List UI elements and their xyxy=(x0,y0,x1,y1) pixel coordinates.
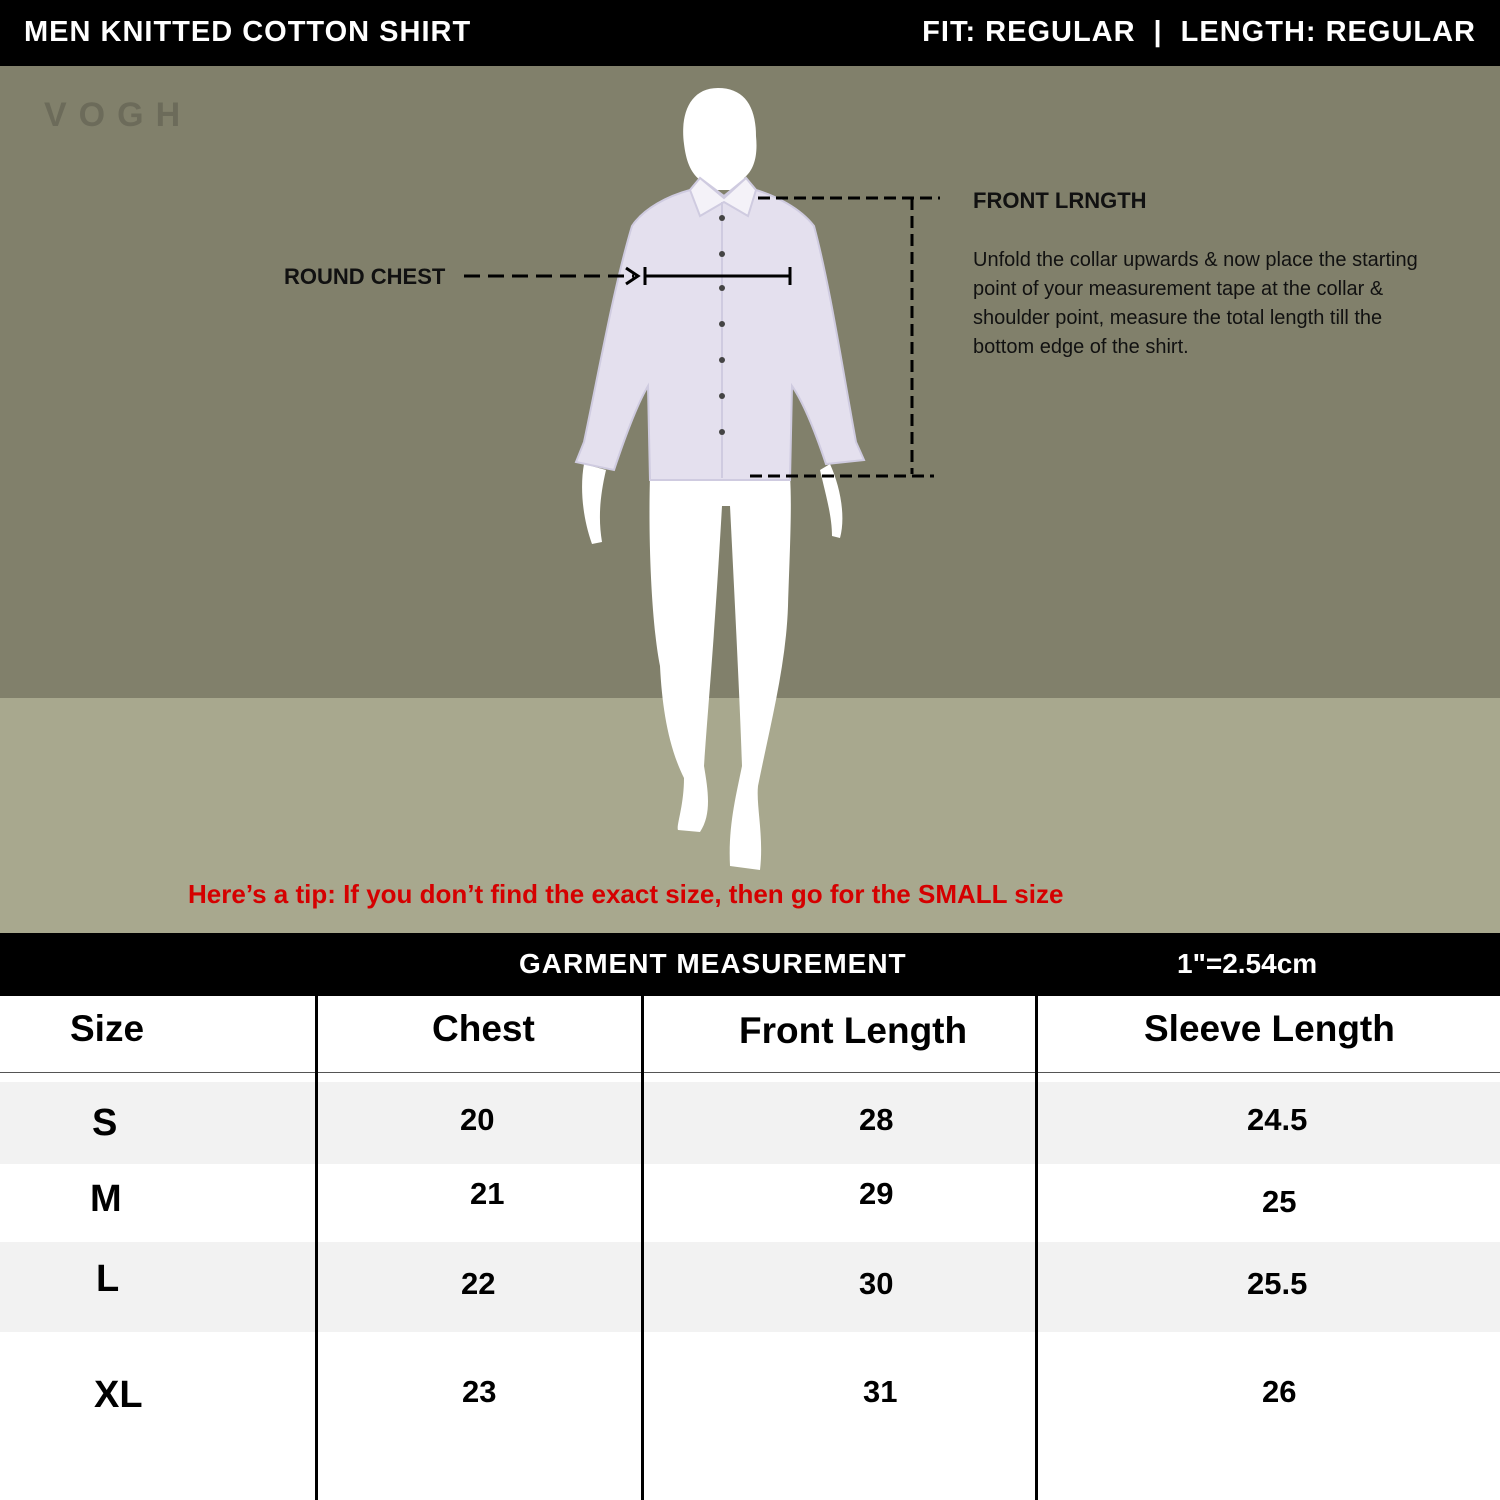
unit-conversion: 1"=2.54cm xyxy=(1177,948,1318,979)
cell-size: XL xyxy=(94,1374,143,1416)
fit-length-info xyxy=(922,16,1476,49)
front-length-label: FRONT LRNGTH xyxy=(973,188,1147,213)
size-table xyxy=(0,996,1500,1500)
model-figure xyxy=(0,66,1500,933)
cell-chest: 21 xyxy=(470,1176,505,1211)
length-label: LENGTH: REGULAR xyxy=(1180,16,1476,48)
table-row xyxy=(0,1242,1500,1332)
header-sleeve-length: Sleeve Length xyxy=(1144,1008,1395,1049)
fit-label: FIT: REGULAR xyxy=(922,16,1136,48)
column-divider xyxy=(641,996,644,1500)
cell-size: S xyxy=(92,1102,118,1144)
fit-separator: | xyxy=(1153,16,1163,48)
column-divider xyxy=(1035,996,1038,1500)
cell-size: M xyxy=(90,1178,122,1220)
model-left-hand xyxy=(582,464,606,544)
header-size: Size xyxy=(70,1008,145,1049)
front-length-description: Unfold the collar upwards & now place the starting point of your measurement tape at the collar & shoulder point, measure the total length till the bottom edge of the shirt. xyxy=(973,249,1418,358)
round-chest-label: ROUND CHEST xyxy=(284,264,446,289)
header-chest: Chest xyxy=(432,1008,535,1049)
cell-chest: 23 xyxy=(462,1374,497,1409)
size-tip: Here’s a tip: If you don’t find the exact size, then go for the SMALL size xyxy=(188,879,1064,909)
garment-measurement-title: GARMENT MEASUREMENT xyxy=(519,948,907,979)
cell-front-length: 31 xyxy=(863,1374,898,1409)
cell-front-length: 30 xyxy=(859,1266,894,1301)
product-title: MEN KNITTED COTTON SHIRT xyxy=(24,16,472,48)
cell-front-length: 29 xyxy=(859,1176,894,1211)
garment-measurement-bar xyxy=(0,933,1500,996)
model-legs xyxy=(649,476,790,870)
cell-sleeve-length: 25.5 xyxy=(1247,1266,1308,1301)
cell-sleeve-length: 25 xyxy=(1262,1184,1297,1219)
table-row xyxy=(0,1332,1500,1500)
shirt xyxy=(576,178,864,480)
cell-chest: 20 xyxy=(460,1102,495,1137)
model-head xyxy=(683,88,756,190)
table-header-row xyxy=(0,996,1500,1073)
cell-front-length: 28 xyxy=(859,1102,894,1137)
top-header-bar xyxy=(0,0,1500,66)
brand-logo: VOGH xyxy=(44,96,193,134)
cell-size: L xyxy=(96,1258,120,1300)
table-row xyxy=(0,1082,1500,1164)
column-divider xyxy=(315,996,318,1500)
cell-chest: 22 xyxy=(461,1266,496,1301)
header-front-length: Front Length xyxy=(739,1010,968,1051)
table-row xyxy=(0,1164,1500,1242)
cell-sleeve-length: 26 xyxy=(1262,1374,1297,1409)
measurement-illustration xyxy=(0,66,1500,933)
cell-sleeve-length: 24.5 xyxy=(1247,1102,1308,1137)
